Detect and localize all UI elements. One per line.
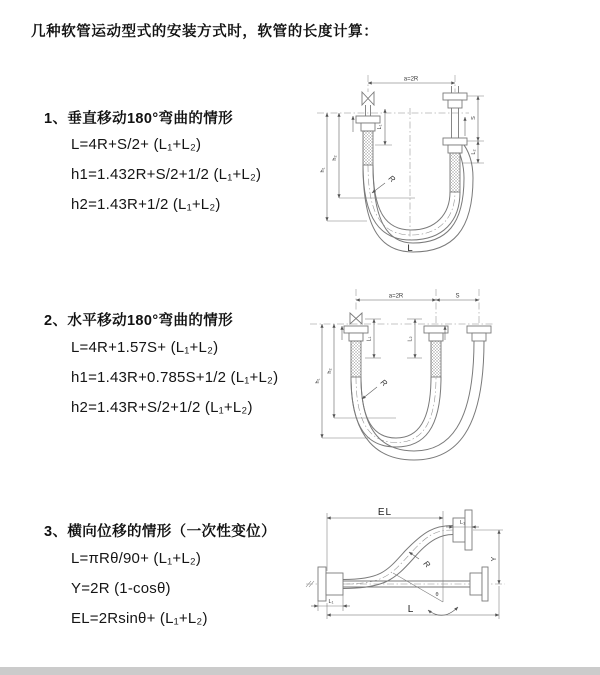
page-bottom-edge bbox=[0, 667, 600, 675]
dim-label-l1: L₁ bbox=[377, 124, 383, 130]
dim-label-y: Y bbox=[491, 556, 498, 562]
formula-line: h2=1.43R+1/2 (L₁+L₂) bbox=[71, 196, 221, 213]
radius-leader bbox=[362, 378, 389, 399]
valve-icon bbox=[350, 313, 362, 324]
right-pipe-fitting bbox=[443, 86, 467, 192]
dim-label-s: S bbox=[471, 116, 477, 120]
middle-pipe-fitting bbox=[424, 326, 448, 377]
formula-line: h1=1.432R+S/2+1/2 (L₁+L₂) bbox=[71, 166, 262, 183]
right-flange bbox=[470, 567, 488, 601]
right-pipe-fitting bbox=[467, 326, 491, 341]
radius-leader bbox=[409, 552, 432, 570]
dim-label-h2: h₂ bbox=[332, 155, 338, 161]
dim-l2 bbox=[407, 319, 422, 358]
formula-line: L=4R+1.57S+ (L₁+L₂) bbox=[71, 339, 219, 356]
dim-label-l1-top: L₁ bbox=[460, 520, 465, 526]
formula-line: L=πRθ/90+ (L₁+L₂) bbox=[71, 550, 202, 567]
dim-top-s bbox=[436, 294, 479, 301]
dim-label-l1-left: L₁ bbox=[328, 599, 334, 605]
formula-line: h2=1.43R+S/2+1/2 (L₁+L₂) bbox=[71, 399, 253, 416]
left-pipe-fitting bbox=[344, 326, 368, 377]
dim-el bbox=[327, 507, 443, 602]
diagram-horizontal-180-bend bbox=[308, 283, 600, 463]
section-3-heading: 3、横向位移的情形（一次性变位） bbox=[44, 524, 276, 540]
valve-icon bbox=[362, 92, 374, 105]
label-r: R bbox=[386, 173, 397, 185]
hose bbox=[363, 165, 460, 240]
page-title: 几种软管运动型式的安装方式时，软管的长度计算： bbox=[31, 24, 379, 40]
diagram-lateral-displacement bbox=[303, 503, 600, 655]
formula-line: h1=1.43R+0.785S+1/2 (L₁+L₂) bbox=[71, 369, 279, 386]
dim-h1 bbox=[320, 113, 367, 221]
formula-line: EL=2Rsinθ+ (L₁+L₂) bbox=[71, 610, 208, 627]
left-flange bbox=[318, 567, 343, 601]
dim-label-h1: h₁ bbox=[320, 167, 326, 173]
dim-label-h2: h₂ bbox=[327, 368, 333, 374]
dim-label-l1: L₁ bbox=[366, 336, 373, 342]
label-l: L bbox=[407, 243, 413, 254]
label-theta: θ bbox=[435, 592, 439, 598]
dim-l1 bbox=[365, 319, 381, 358]
formula-line: Y=2R (1-cosθ) bbox=[71, 580, 171, 597]
dim-top-a2r bbox=[368, 77, 455, 84]
dim-label-a2r: a=2R bbox=[388, 293, 404, 300]
left-pipe-fitting bbox=[356, 105, 380, 165]
radius-leader bbox=[372, 174, 397, 193]
dim-label-a2r: a=2R bbox=[403, 76, 419, 83]
dim-label-l2: L₂ bbox=[407, 336, 414, 342]
dim-label-l2: L₂ bbox=[471, 149, 477, 155]
dim-label-l: L bbox=[407, 604, 415, 615]
dim-l1 bbox=[375, 109, 392, 145]
dim-label-h1: h₁ bbox=[315, 378, 321, 384]
dim-l1-left bbox=[311, 595, 350, 611]
diagram-vertical-180-bend bbox=[315, 70, 595, 260]
hose bbox=[343, 526, 453, 589]
formula-line: L=4R+S/2+ (L₁+L₂) bbox=[71, 136, 202, 153]
label-r: R bbox=[421, 559, 433, 570]
dim-top-a2r bbox=[356, 294, 436, 301]
dim-label-s: S bbox=[455, 293, 460, 300]
upper-flange bbox=[453, 510, 472, 550]
dim-label-el: EL bbox=[377, 507, 393, 518]
section-1-heading: 1、垂直移动180°弯曲的情形 bbox=[44, 111, 234, 127]
label-r: R bbox=[378, 377, 389, 389]
section-2-heading: 2、水平移动180°弯曲的情形 bbox=[44, 313, 234, 329]
angle-theta bbox=[393, 573, 458, 615]
